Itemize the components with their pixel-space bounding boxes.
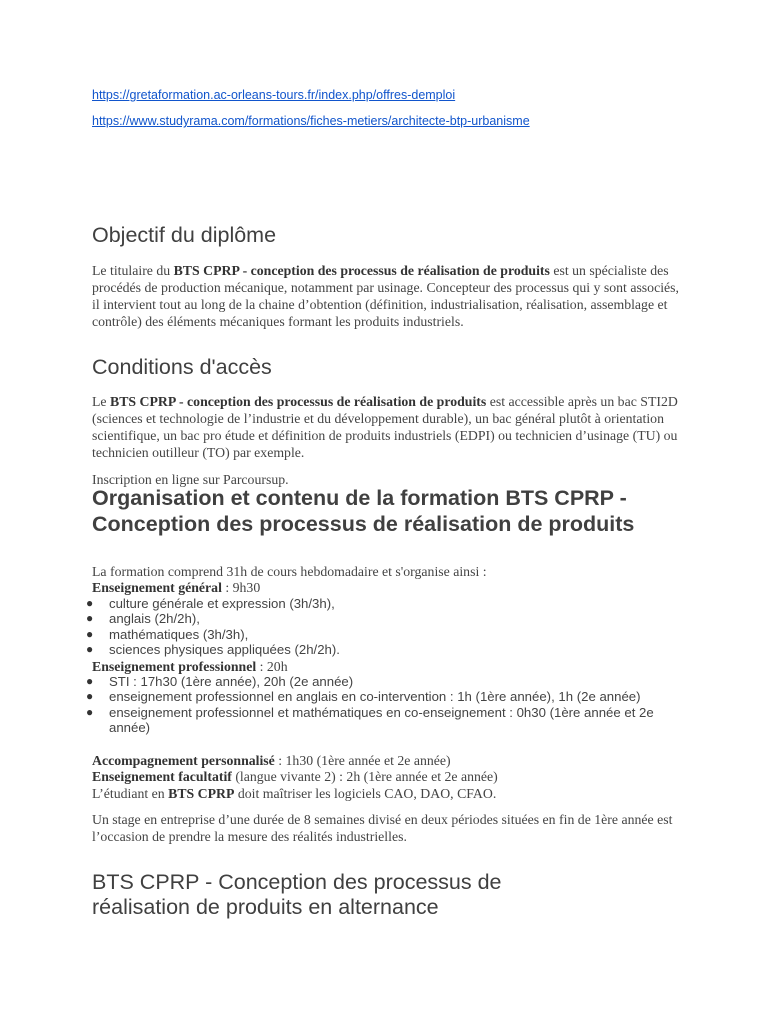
list-item (86, 689, 682, 705)
bullet-icon: ● (86, 689, 94, 704)
bullet-icon: ● (86, 704, 94, 719)
list-item (86, 626, 682, 642)
paragraph-conditions (92, 393, 682, 461)
bullet-icon: ● (86, 642, 94, 657)
enseignement-facultatif (92, 768, 682, 785)
heading-conditions: Conditions d'accès (92, 355, 272, 379)
paragraph-formation-intro: La formation comprend 31h de cours hebdomadaire et s'organise ainsi : (92, 564, 487, 579)
list-item (86, 704, 682, 736)
logiciels-after: doit maîtriser les logiciels CAO, DAO, CFAO. (234, 786, 497, 801)
paragraph-logiciels (92, 785, 682, 802)
accompagnement-personnalise (92, 752, 682, 769)
paragraph-objectif (92, 262, 682, 330)
list-item-text: culture générale et expression (3h/3h), (109, 596, 335, 611)
list-item (86, 596, 682, 611)
logiciels-before: L’étudiant en (92, 786, 169, 801)
objectif-text-after: est un spécialiste des procédés de production mécanique, notamment par usinage. Concepteur des processus qui y sont associés, il intervient tout au long de la chaine d’obtention (définition, industrialisation, réalisation, assemblage et contrôle) des éléments mécaniques formant les produits industriels. (92, 263, 679, 329)
list-item-text: anglais (2h/2h), (109, 611, 200, 627)
accomp-value: : 1h30 (1ère année et 2e année) (274, 753, 451, 768)
list-item-text: mathématiques (3h/3h), (109, 626, 249, 642)
list-item (86, 642, 682, 658)
bullet-icon: ● (86, 626, 94, 641)
objectif-text-bold: BTS CPRP - conception des processus de réalisation de produits (173, 263, 550, 278)
facult-value: (langue vivante 2) : 2h (1ère année et 2e année) (231, 769, 498, 784)
pro-label: Enseignement professionnel (92, 659, 257, 674)
list-enseignement-professionnel (86, 674, 682, 736)
list-item (86, 611, 682, 627)
list-item-text: STI : 17h30 (1ère année), 20h (2e année) (109, 674, 354, 689)
heading-alternance: BTS CPRP - Conception des processus de réalisation de produits en alternance (92, 870, 502, 919)
heading-objectif: Objectif du diplôme (92, 223, 277, 247)
paragraph-inscription: Inscription en ligne sur Parcoursup. (92, 472, 289, 487)
list-item-text: enseignement professionnel en anglais en co-intervention : 1h (1ère année), 1h (2e année) (109, 689, 641, 705)
conditions-text-after: est accessible après un bac STI2D (sciences et technologie de l’industrie et du développement durable), un bac général plutôt à orientation scientifique, un bac pro étude et définition de produits industriels (EDPI) ou technicien d’usinage (TU) ou technicien outilleur (TO) par exemple. (92, 394, 678, 460)
list-item (86, 674, 682, 689)
bullet-icon: ● (86, 596, 94, 610)
link-studyrama[interactable]: https://www.studyrama.com/formations/fiches-metiers/architecte-btp-urbanisme (92, 114, 530, 128)
logiciels-bold: BTS CPRP (168, 786, 235, 801)
bullet-icon: ● (86, 674, 94, 688)
enseignement-general (92, 579, 682, 596)
enseignement-professionnel (92, 658, 682, 675)
general-label: Enseignement général (92, 580, 222, 595)
conditions-text-before: Le (92, 394, 111, 409)
objectif-text-before: Le titulaire du (92, 263, 174, 278)
conditions-text-bold: BTS CPRP - conception des processus de réalisation de produits (110, 394, 487, 409)
list-item-text: sciences physiques appliquées (2h/2h). (109, 642, 340, 658)
list-item-text: enseignement professionnel et mathématiques en co-enseignement : 0h30 (1ère année et 2e année) (109, 704, 654, 736)
bullet-icon: ● (86, 611, 94, 626)
pro-value: : 20h (256, 659, 288, 674)
general-value: : 9h30 (221, 580, 261, 595)
list-enseignement-general (86, 596, 682, 658)
facult-label: Enseignement facultatif (92, 769, 232, 784)
heading-organisation: Organisation et contenu de la formation BTS CPRP - Conception des processus de réalisation de produits (92, 486, 635, 536)
accomp-label: Accompagnement personnalisé (92, 753, 275, 768)
paragraph-stage: Un stage en entreprise d’une durée de 8 semaines divisé en deux périodes situées en fin de 1ère année est l’occasion de prendre la mesure des réalités industrielles. (92, 812, 673, 844)
link-gretaformation[interactable]: https://gretaformation.ac-orleans-tours.fr/index.php/offres-demploi (92, 88, 456, 102)
